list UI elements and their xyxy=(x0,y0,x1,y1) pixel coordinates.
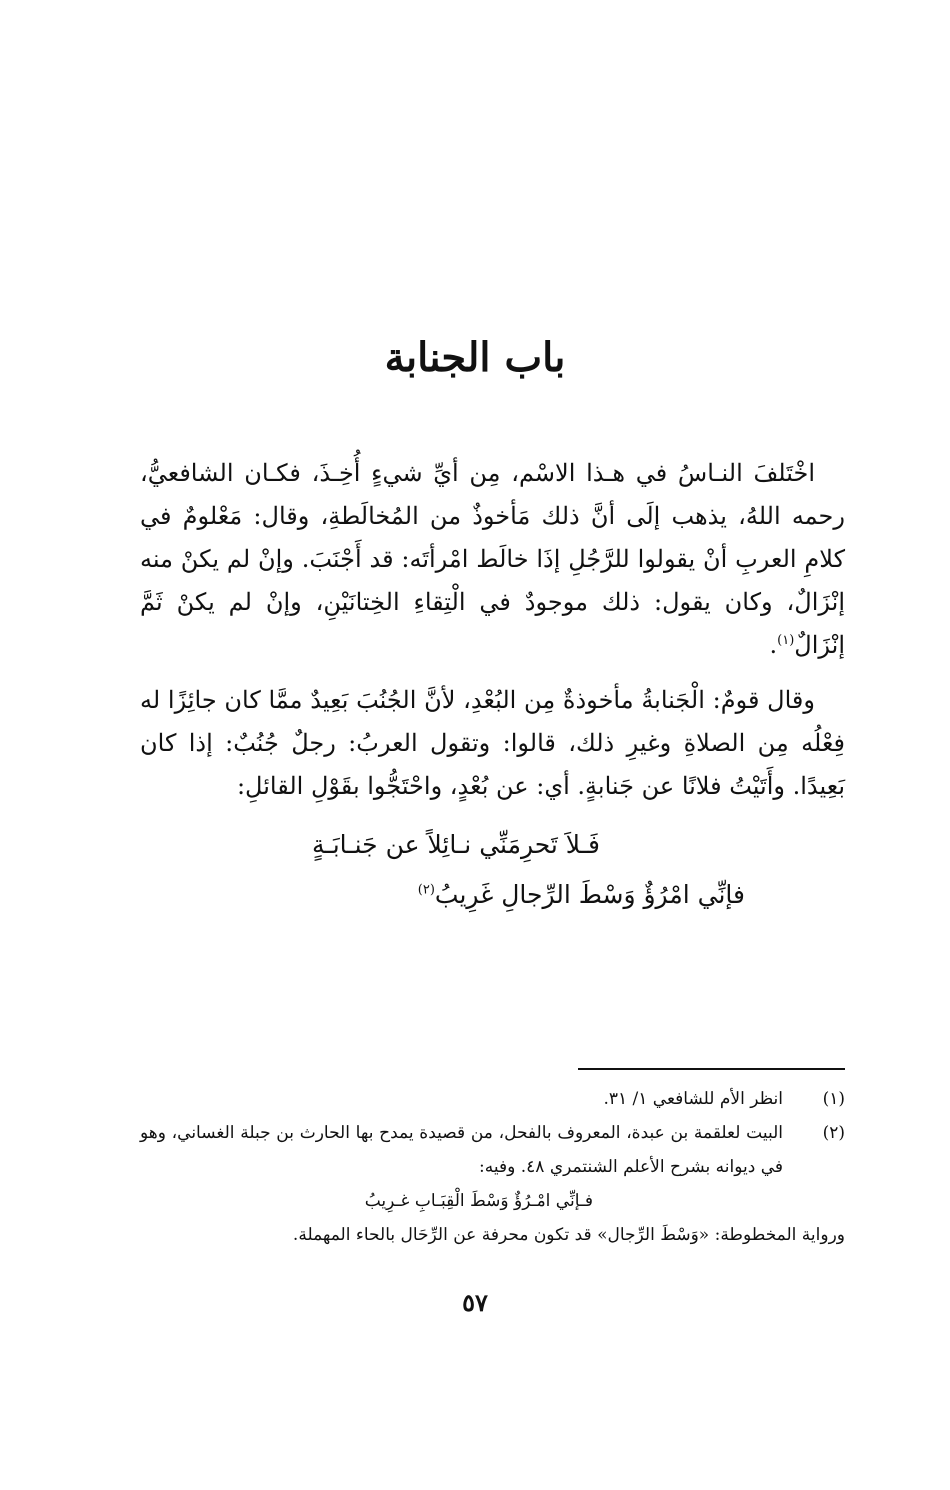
paragraph-1-text: اخْتَلفَ النـاسُ في هـذا الاسْم، مِن أيِّ شيءٍ أُخِـذَ، فكـان الشافعيُّ، رحمه اللهُ، يذهب إلَى أنَّ ذلك مَأخوذٌ من المُخالَطةِ، وقال: مَعْلومٌ في كلامِ العربِ أنْ يقولوا للرَّجُلِ إذَا خالَط امْرأتَه: قد أَجْنَبَ. وإنْ لم يكنْ منه إنْزَالٌ، وكان يقول: ذلك موجودٌ في الْتِقاءِ الخِتانَيْنِ، وإنْ لم يكنْ ثَمَّ إنْزَالٌ xyxy=(140,459,845,659)
footnote-2-continuation: ورواية المخطوطة: «وَسْطَ الرِّجال» قد تكون محرفة عن الرِّحَال بالحاء المهملة. xyxy=(292,1225,845,1245)
footnote-ref-1[interactable]: (١) xyxy=(777,633,795,648)
footnote-verse: فـإنِّي امْـرُؤٌ وَسْطَ الْقِبَـابِ غـرِيبُ xyxy=(364,1191,593,1211)
footnote-ref-2[interactable]: (٢) xyxy=(417,882,435,898)
footnote-number: (١) xyxy=(822,1089,845,1109)
main-text xyxy=(140,452,845,920)
page-number: ٥٧ xyxy=(462,1288,488,1317)
verse-second-hemistich-text: فإنِّي امْرُؤٌ وَسْطَ الرِّجالِ غَرِيبُ xyxy=(434,880,745,909)
footnote-body xyxy=(140,1116,783,1218)
verse-second-hemistich xyxy=(140,870,745,920)
footnote-text: انظر الأم للشافعي ١/ ٣١. xyxy=(603,1089,783,1109)
paragraph-1-end: . xyxy=(769,631,778,659)
verse-first-hemistich: فَـلاَ تَحرِمَنِّي نـائِلاً عن جَنـابَـةٍ xyxy=(312,830,600,859)
footnote-text: البيت لعلقمة بن عبدة، المعروف بالفحل، من قصيدة يمدح بها الحارث بن جبلة الغساني، وهو في ديوانه بشرح الأعلم الشنتمري ٤٨. وفيه: xyxy=(140,1123,783,1177)
chapter-title: باب الجنابة xyxy=(384,334,566,381)
footnote-1 xyxy=(140,1082,845,1116)
paragraph-2 xyxy=(140,679,845,808)
footnotes xyxy=(140,1082,845,1252)
footnote-divider xyxy=(578,1068,845,1070)
poem-verse xyxy=(140,820,845,920)
footnote-number: (٢) xyxy=(822,1123,845,1143)
paragraph-2-text: وقال قومٌ: الْجَنابةُ مأخوذةٌ مِن البُعْدِ، لأنَّ الجُنُبَ بَعِيدٌ ممَّا كان جائِزًا له فِعْلُه مِن الصلاةِ وغيرِ ذلك، قالوا: وتقول العربُ: رجلٌ جُنُبٌ: إذا كان بَعِيدًا. وأَتَيْتُ فلانًا عن جَنابةٍ. أي: عن بُعْدٍ، واحْتَجُّوا بقَوْلِ القائلِ: xyxy=(140,686,845,800)
paragraph-1 xyxy=(140,452,845,667)
footnote-2 xyxy=(140,1116,845,1218)
